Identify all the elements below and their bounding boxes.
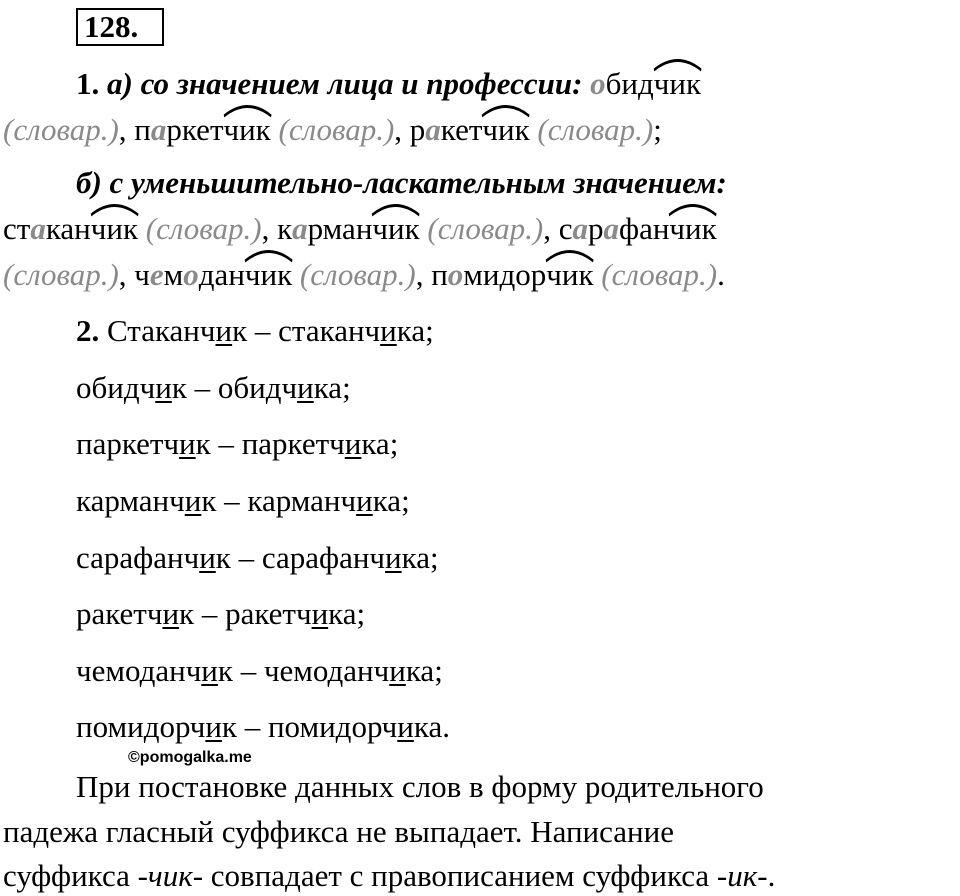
word-b-5: помидор чик: [431, 257, 593, 292]
dictionary-note: (словар.): [537, 112, 654, 147]
part1-a-line: [76, 66, 701, 102]
dictionary-note: (словар.): [601, 257, 718, 292]
word-a-2: паркет чик: [134, 112, 270, 147]
suffix-arc: чик: [669, 211, 716, 247]
part2-line-1: 2. Стаканчик – стаканчика;: [76, 313, 434, 348]
conclusion-line-2: падежа гласный суффикса не выпадает. Написание: [3, 814, 674, 849]
part2-line-3: паркетчик – паркетчика;: [76, 426, 399, 461]
part2-line-5: сарафанчик – сарафанчика;: [76, 540, 439, 575]
part2-line-4: карманчик – карманчика;: [76, 483, 410, 518]
dictionary-note: (словар.): [427, 211, 544, 246]
suffix-arc: чик: [91, 211, 138, 247]
word-b-2: карман чик: [277, 211, 420, 246]
part1-a-line-2: (словар.), паркет чик (словар.), ракет чик (словар.);: [3, 112, 662, 148]
exercise-number: 128.: [76, 8, 164, 46]
conclusion-line-3: суффикса -чик- совпадает с правописанием суффикса -ик-.: [3, 858, 776, 893]
word-b-4: чемодан чик: [134, 257, 292, 292]
word-b-3: сарафан чик: [559, 211, 717, 246]
dictionary-note: (словар.): [3, 257, 119, 292]
dictionary-note: (словар.): [278, 112, 395, 147]
part1-b-line: [76, 165, 727, 201]
part2-line-2: обидчик – обидчика;: [76, 370, 351, 405]
part1-a-heading: а) со значением лица и профессии:: [107, 66, 583, 101]
suffix-arc: чик: [245, 257, 292, 293]
dictionary-note: (словар.): [299, 257, 416, 292]
suffix-arc: чик: [546, 257, 593, 293]
dictionary-note: (словар.): [3, 112, 119, 147]
suffix-arc: чик: [372, 211, 419, 247]
part2-line-8: помидорчик – помидорчика.: [76, 709, 450, 744]
part2-line-6: ракетчик – ракетчика;: [76, 596, 366, 631]
part2-number: 2.: [76, 313, 100, 348]
part2-line-7: чемоданчик – чемоданчика;: [76, 653, 443, 688]
part1-b-line-3: (словар.), чемодан чик (словар.), помидор чик (словар.).: [3, 257, 725, 293]
dictionary-note: (словар.): [145, 211, 262, 246]
watermark: ©pomogalka.me: [128, 749, 252, 766]
conclusion-line-1: При постановке данных слов в форму родительного: [76, 769, 764, 804]
word-a-1: обид чик: [590, 66, 701, 101]
part1-b-heading: б) с уменьшительно-ласкательным значением:: [76, 165, 727, 200]
word-b-1: стакан чик: [3, 211, 138, 246]
word-a-3: ракет чик: [410, 112, 530, 147]
suffix-arc: чик: [224, 112, 271, 148]
part1-number: 1.: [76, 66, 100, 101]
suffix-arc: чик: [482, 112, 529, 148]
suffix-arc: чик: [654, 66, 701, 102]
part1-b-line-2: стакан чик (словар.), карман чик (словар.), сарафан чик: [3, 211, 717, 247]
